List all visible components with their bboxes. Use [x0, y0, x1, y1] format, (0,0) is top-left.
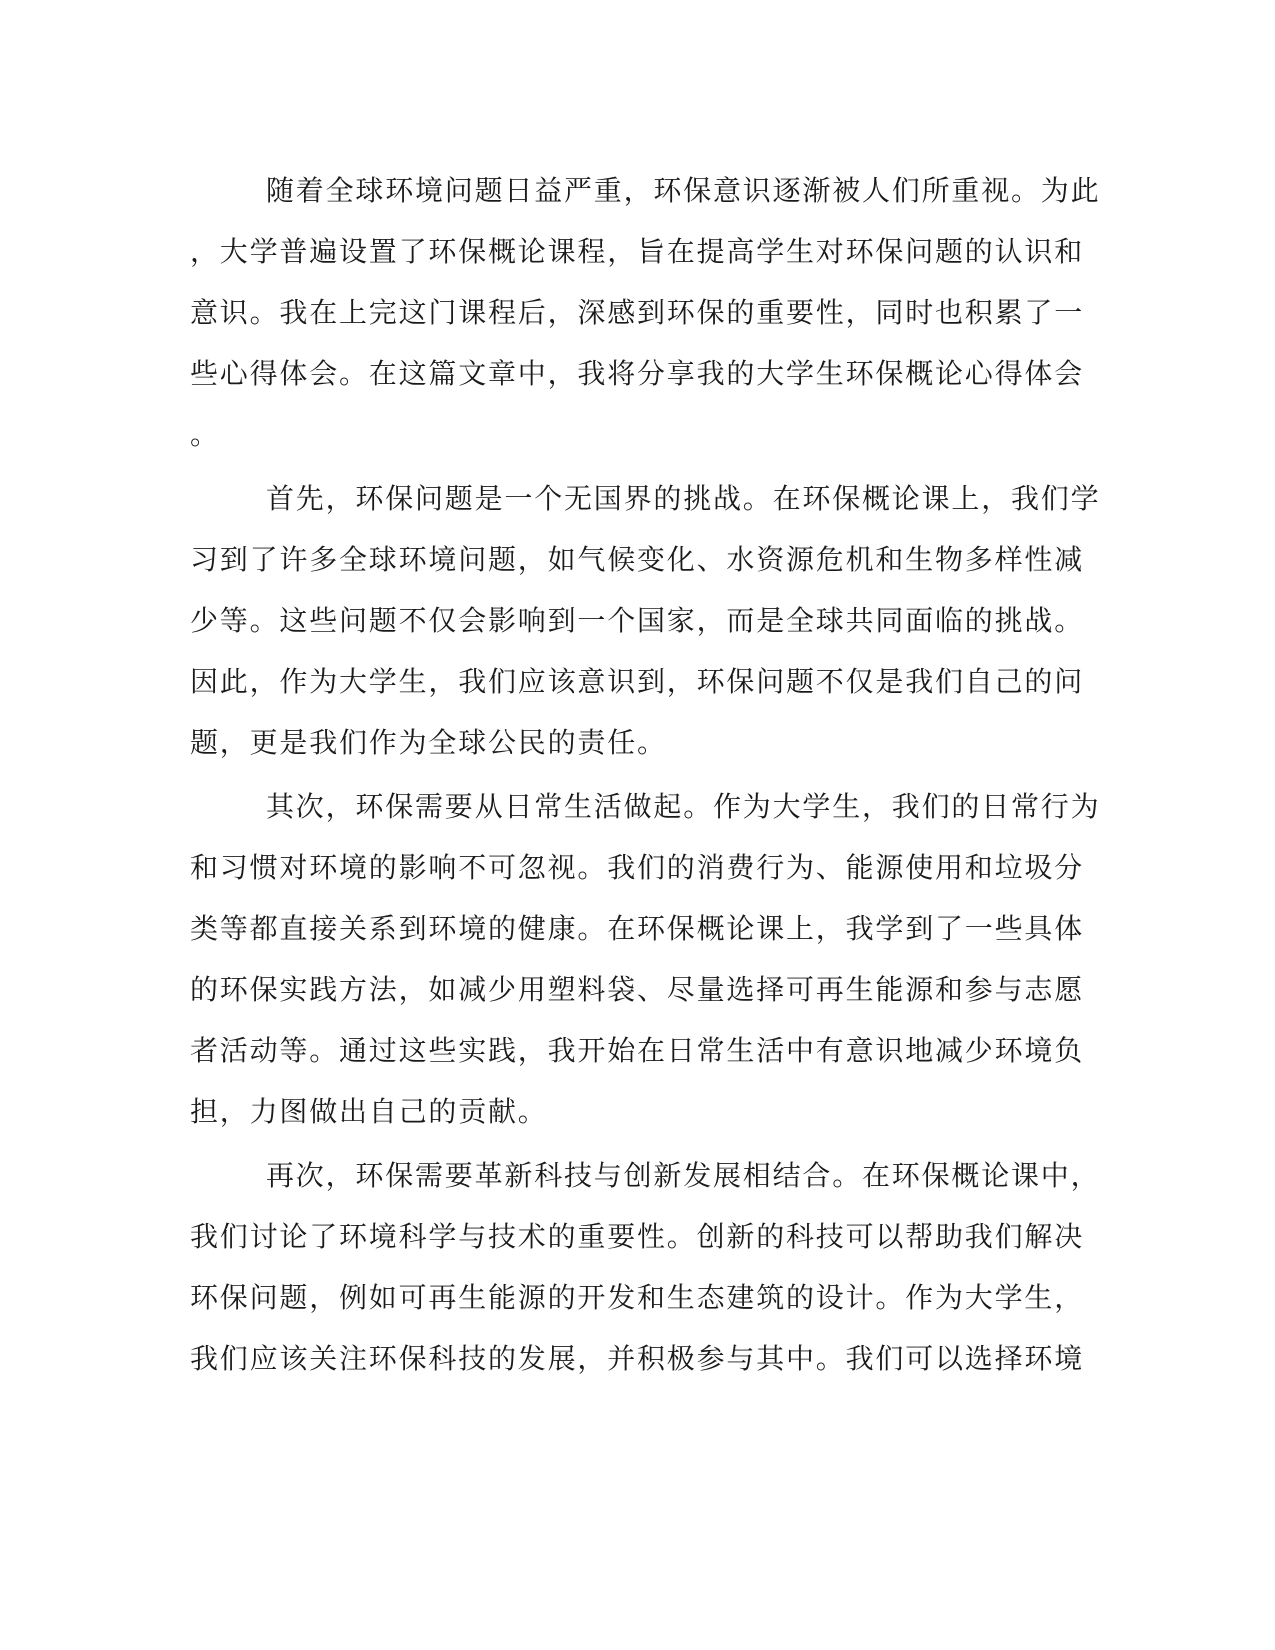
text-line: 首先，环保问题是一个无国界的挑战。在环保概论课上，我们学: [266, 482, 1101, 515]
text-line: 随着全球环境问题日益严重，环保意识逐渐被人们所重视。为此: [266, 174, 1101, 207]
text-line: 。: [190, 418, 220, 451]
text-line: 环保问题，例如可再生能源的开发和生态建筑的设计。作为大学生，: [190, 1281, 1085, 1314]
document-body: [190, 160, 1101, 1389]
text-line: 少等。这些问题不仅会影响到一个国家，而是全球共同面临的挑战。: [190, 604, 1085, 637]
paragraph-first-point: [190, 468, 1101, 773]
text-line: 些心得体会。在这篇文章中，我将分享我的大学生环保概论心得体会: [190, 357, 1085, 390]
paragraph-third-point: [190, 1145, 1101, 1389]
paragraph-second-point: [190, 776, 1101, 1142]
text-line: 者活动等。通过这些实践，我开始在日常生活中有意识地减少环境负: [190, 1034, 1085, 1067]
text-line: ，大学普遍设置了环保概论课程，旨在提高学生对环保问题的认识和: [190, 235, 1085, 268]
paragraph-intro: [190, 160, 1101, 465]
text-line: 因此，作为大学生，我们应该意识到，环保问题不仅是我们自己的问: [190, 665, 1085, 698]
text-line: 类等都直接关系到环境的健康。在环保概论课上，我学到了一些具体: [190, 912, 1085, 945]
text-line: 的环保实践方法，如减少用塑料袋、尽量选择可再生能源和参与志愿: [190, 973, 1085, 1006]
text-line: 和习惯对环境的影响不可忽视。我们的消费行为、能源使用和垃圾分: [190, 851, 1085, 884]
text-line: 担，力图做出自己的贡献。: [190, 1095, 548, 1128]
text-line: 其次，环保需要从日常生活做起。作为大学生，我们的日常行为: [266, 790, 1101, 823]
text-line: 再次，环保需要革新科技与创新发展相结合。在环保概论课中，: [266, 1159, 1101, 1192]
text-line: 习到了许多全球环境问题，如气候变化、水资源危机和生物多样性减: [190, 543, 1085, 576]
text-line: 题，更是我们作为全球公民的责任。: [190, 726, 667, 759]
text-line: 我们讨论了环境科学与技术的重要性。创新的科技可以帮助我们解决: [190, 1220, 1085, 1253]
text-line: 意识。我在上完这门课程后，深感到环保的重要性，同时也积累了一: [190, 296, 1085, 329]
text-line: 我们应该关注环保科技的发展，并积极参与其中。我们可以选择环境: [190, 1342, 1085, 1375]
